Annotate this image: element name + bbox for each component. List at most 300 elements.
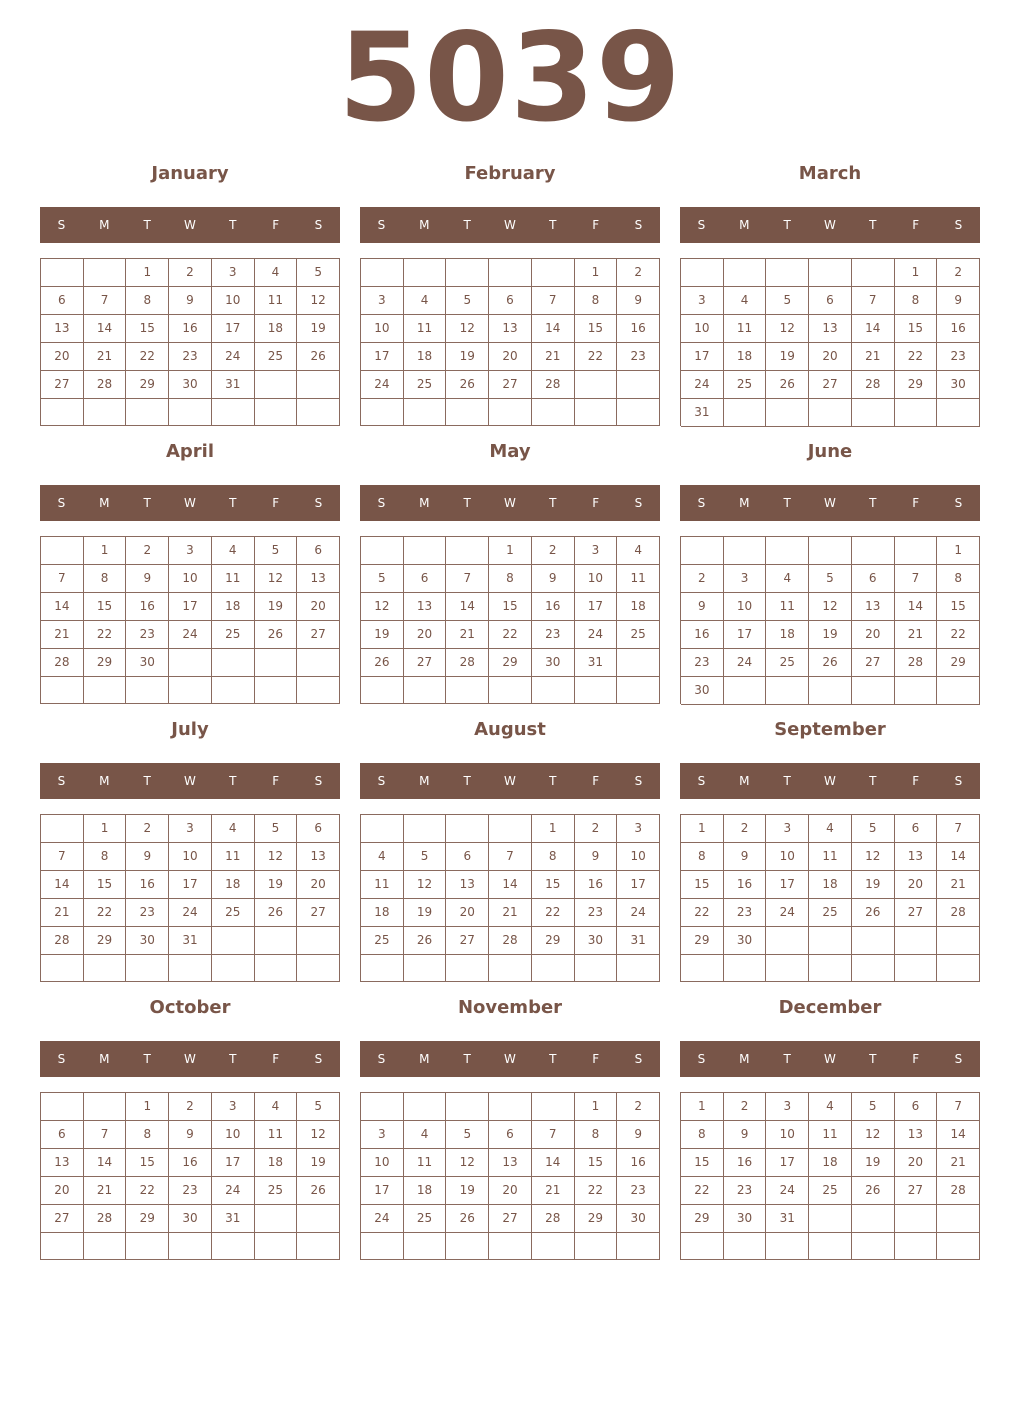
day-cell: 12 xyxy=(361,593,404,621)
day-cell: 1 xyxy=(489,537,532,565)
day-cell: 11 xyxy=(724,315,767,343)
day-cell: 12 xyxy=(404,871,447,899)
empty-day-cell xyxy=(212,649,255,677)
day-cell: 27 xyxy=(895,1177,938,1205)
month-name: January xyxy=(151,163,229,184)
day-cell: 30 xyxy=(126,927,169,955)
empty-day-cell xyxy=(617,677,660,704)
weekday-header-bar xyxy=(40,207,340,243)
empty-day-cell xyxy=(41,677,84,704)
day-cell: 19 xyxy=(255,593,298,621)
day-cell: 29 xyxy=(681,927,724,955)
day-cell: 12 xyxy=(446,315,489,343)
day-cell: 29 xyxy=(532,927,575,955)
day-cell: 12 xyxy=(255,843,298,871)
day-cell: 16 xyxy=(575,871,618,899)
weekday-header: T xyxy=(783,1052,791,1066)
day-cell: 29 xyxy=(84,927,127,955)
day-cell: 8 xyxy=(575,1121,618,1149)
weekday-header: S xyxy=(634,496,643,510)
day-cell: 21 xyxy=(84,1177,127,1205)
empty-day-cell xyxy=(724,537,767,565)
day-cell: 10 xyxy=(766,1121,809,1149)
day-cell: 1 xyxy=(575,259,618,287)
weekday-header: F xyxy=(912,496,920,510)
day-cell: 30 xyxy=(681,677,724,705)
day-cell: 24 xyxy=(724,649,767,677)
day-cell: 5 xyxy=(255,815,298,843)
day-cell: 27 xyxy=(809,371,852,399)
day-cell: 8 xyxy=(126,1121,169,1149)
weekday-header: W xyxy=(504,1052,516,1066)
day-cell: 15 xyxy=(84,871,127,899)
day-cell: 18 xyxy=(404,343,447,371)
weekday-header: W xyxy=(184,218,196,232)
weekday-header: F xyxy=(272,774,280,788)
day-cell: 11 xyxy=(361,871,404,899)
day-cell: 6 xyxy=(41,287,84,315)
empty-day-cell xyxy=(766,259,809,287)
day-cell: 25 xyxy=(766,649,809,677)
empty-day-cell xyxy=(84,1233,127,1260)
day-cell: 27 xyxy=(41,1205,84,1233)
empty-day-cell xyxy=(489,677,532,704)
weekday-header: T xyxy=(143,218,151,232)
weekday-header-bar xyxy=(40,763,340,799)
day-cell: 4 xyxy=(809,1093,852,1121)
empty-day-cell xyxy=(404,259,447,287)
day-cell: 9 xyxy=(724,843,767,871)
weekday-header: S xyxy=(634,1052,643,1066)
day-cell: 3 xyxy=(212,259,255,287)
day-cell: 18 xyxy=(766,621,809,649)
day-grid xyxy=(680,1092,980,1260)
month-name: May xyxy=(489,441,531,462)
day-cell: 30 xyxy=(617,1205,660,1233)
day-cell: 7 xyxy=(84,287,127,315)
day-cell: 4 xyxy=(255,259,298,287)
weekday-header: S xyxy=(377,774,386,788)
empty-day-cell xyxy=(809,677,852,705)
empty-day-cell xyxy=(41,399,84,426)
day-cell: 23 xyxy=(617,343,660,371)
day-cell: 15 xyxy=(681,871,724,899)
weekday-header: T xyxy=(549,218,557,232)
empty-day-cell xyxy=(84,399,127,426)
weekday-header: M xyxy=(739,1052,750,1066)
empty-day-cell xyxy=(489,399,532,426)
day-cell: 11 xyxy=(404,1149,447,1177)
day-cell: 26 xyxy=(446,371,489,399)
empty-day-cell xyxy=(297,371,340,399)
day-cell: 28 xyxy=(937,1177,980,1205)
weekday-header: T xyxy=(869,774,877,788)
day-cell: 25 xyxy=(809,899,852,927)
day-cell: 7 xyxy=(852,287,895,315)
day-cell: 13 xyxy=(297,565,340,593)
month-name: March xyxy=(798,163,862,184)
empty-day-cell xyxy=(404,399,447,426)
day-cell: 22 xyxy=(895,343,938,371)
day-cell: 14 xyxy=(446,593,489,621)
weekday-header: S xyxy=(697,774,706,788)
weekday-header-bar xyxy=(360,1041,660,1077)
day-cell: 28 xyxy=(937,899,980,927)
empty-day-cell xyxy=(297,1233,340,1260)
day-cell: 12 xyxy=(297,1121,340,1149)
weekday-header: M xyxy=(419,1052,430,1066)
weekday-header: T xyxy=(229,774,237,788)
weekday-header: F xyxy=(592,1052,600,1066)
day-cell: 16 xyxy=(532,593,575,621)
empty-day-cell xyxy=(852,1233,895,1260)
day-cell: 2 xyxy=(617,1093,660,1121)
day-cell: 6 xyxy=(809,287,852,315)
day-cell: 3 xyxy=(361,1121,404,1149)
weekday-header: T xyxy=(463,496,471,510)
day-cell: 24 xyxy=(766,1177,809,1205)
empty-day-cell xyxy=(809,399,852,427)
day-cell: 20 xyxy=(895,871,938,899)
empty-day-cell xyxy=(255,1205,298,1233)
day-cell: 31 xyxy=(212,371,255,399)
empty-day-cell xyxy=(724,955,767,982)
empty-day-cell xyxy=(532,677,575,704)
empty-day-cell xyxy=(937,955,980,982)
day-cell: 29 xyxy=(681,1205,724,1233)
day-cell: 30 xyxy=(724,1205,767,1233)
empty-day-cell xyxy=(852,537,895,565)
day-cell: 17 xyxy=(575,593,618,621)
empty-day-cell xyxy=(446,1093,489,1121)
day-cell: 11 xyxy=(404,315,447,343)
day-cell: 13 xyxy=(489,1149,532,1177)
day-cell: 26 xyxy=(852,1177,895,1205)
weekday-header: W xyxy=(504,218,516,232)
day-cell: 11 xyxy=(617,565,660,593)
day-cell: 21 xyxy=(895,621,938,649)
day-cell: 9 xyxy=(126,565,169,593)
empty-day-cell xyxy=(446,955,489,982)
weekday-header: T xyxy=(143,774,151,788)
day-cell: 1 xyxy=(84,815,127,843)
day-cell: 17 xyxy=(617,871,660,899)
empty-day-cell xyxy=(84,955,127,982)
weekday-header: W xyxy=(184,496,196,510)
weekday-header: M xyxy=(739,218,750,232)
day-cell: 9 xyxy=(532,565,575,593)
day-cell: 13 xyxy=(404,593,447,621)
day-cell: 25 xyxy=(361,927,404,955)
day-cell: 8 xyxy=(895,287,938,315)
empty-day-cell xyxy=(724,677,767,705)
weekday-header: W xyxy=(824,774,836,788)
empty-day-cell xyxy=(809,537,852,565)
day-cell: 13 xyxy=(809,315,852,343)
day-cell: 10 xyxy=(724,593,767,621)
day-cell: 8 xyxy=(126,287,169,315)
day-cell: 24 xyxy=(617,899,660,927)
day-cell: 19 xyxy=(852,871,895,899)
day-cell: 3 xyxy=(361,287,404,315)
empty-day-cell xyxy=(404,537,447,565)
day-cell: 26 xyxy=(809,649,852,677)
day-cell: 23 xyxy=(575,899,618,927)
day-cell: 17 xyxy=(681,343,724,371)
weekday-header: S xyxy=(57,774,66,788)
weekday-header: T xyxy=(143,496,151,510)
day-cell: 5 xyxy=(404,843,447,871)
day-cell: 23 xyxy=(169,343,212,371)
day-cell: 14 xyxy=(937,843,980,871)
weekday-header: F xyxy=(912,1052,920,1066)
empty-day-cell xyxy=(724,399,767,427)
day-cell: 17 xyxy=(212,315,255,343)
empty-day-cell xyxy=(575,371,618,399)
day-cell: 3 xyxy=(681,287,724,315)
day-cell: 30 xyxy=(575,927,618,955)
weekday-header: F xyxy=(912,774,920,788)
day-cell: 29 xyxy=(84,649,127,677)
empty-day-cell xyxy=(446,677,489,704)
day-cell: 2 xyxy=(681,565,724,593)
day-cell: 12 xyxy=(809,593,852,621)
day-cell: 9 xyxy=(575,843,618,871)
day-cell: 2 xyxy=(724,815,767,843)
empty-day-cell xyxy=(809,1205,852,1233)
day-cell: 22 xyxy=(681,899,724,927)
empty-day-cell xyxy=(852,259,895,287)
empty-day-cell xyxy=(766,1233,809,1260)
day-cell: 17 xyxy=(169,871,212,899)
weekday-header-bar xyxy=(40,1041,340,1077)
day-cell: 3 xyxy=(766,1093,809,1121)
day-grid xyxy=(680,814,980,982)
day-cell: 4 xyxy=(212,815,255,843)
day-cell: 5 xyxy=(446,287,489,315)
day-cell: 26 xyxy=(766,371,809,399)
day-cell: 3 xyxy=(169,815,212,843)
weekday-header-bar xyxy=(680,485,980,521)
day-cell: 27 xyxy=(489,1205,532,1233)
weekday-header: M xyxy=(419,496,430,510)
day-cell: 5 xyxy=(446,1121,489,1149)
weekday-header: F xyxy=(592,774,600,788)
empty-day-cell xyxy=(404,1233,447,1260)
day-cell: 12 xyxy=(852,1121,895,1149)
day-cell: 14 xyxy=(41,871,84,899)
day-cell: 19 xyxy=(766,343,809,371)
day-cell: 29 xyxy=(126,1205,169,1233)
day-cell: 15 xyxy=(681,1149,724,1177)
empty-day-cell xyxy=(361,537,404,565)
day-cell: 28 xyxy=(532,371,575,399)
day-cell: 26 xyxy=(361,649,404,677)
weekday-header: S xyxy=(377,218,386,232)
empty-day-cell xyxy=(84,677,127,704)
empty-day-cell xyxy=(532,399,575,426)
day-cell: 15 xyxy=(126,1149,169,1177)
day-cell: 15 xyxy=(895,315,938,343)
day-cell: 8 xyxy=(681,1121,724,1149)
day-cell: 10 xyxy=(169,843,212,871)
day-cell: 31 xyxy=(617,927,660,955)
empty-day-cell xyxy=(532,955,575,982)
day-cell: 2 xyxy=(724,1093,767,1121)
empty-day-cell xyxy=(681,259,724,287)
day-cell: 31 xyxy=(169,927,212,955)
day-cell: 19 xyxy=(361,621,404,649)
day-cell: 13 xyxy=(41,315,84,343)
day-cell: 27 xyxy=(41,371,84,399)
empty-day-cell xyxy=(809,927,852,955)
day-cell: 5 xyxy=(361,565,404,593)
empty-day-cell xyxy=(895,677,938,705)
day-cell: 7 xyxy=(41,843,84,871)
day-cell: 25 xyxy=(212,899,255,927)
empty-day-cell xyxy=(41,955,84,982)
empty-day-cell xyxy=(852,677,895,705)
day-cell: 26 xyxy=(404,927,447,955)
empty-day-cell xyxy=(41,259,84,287)
day-cell: 27 xyxy=(404,649,447,677)
empty-day-cell xyxy=(41,1093,84,1121)
empty-day-cell xyxy=(809,955,852,982)
day-grid xyxy=(360,258,660,426)
empty-day-cell xyxy=(724,259,767,287)
weekday-header: S xyxy=(57,1052,66,1066)
day-cell: 15 xyxy=(532,871,575,899)
empty-day-cell xyxy=(255,927,298,955)
day-cell: 2 xyxy=(126,537,169,565)
day-cell: 1 xyxy=(681,1093,724,1121)
weekday-header: W xyxy=(184,1052,196,1066)
empty-day-cell xyxy=(766,927,809,955)
empty-day-cell xyxy=(489,1233,532,1260)
empty-day-cell xyxy=(212,677,255,704)
weekday-header: M xyxy=(739,496,750,510)
day-cell: 21 xyxy=(852,343,895,371)
day-cell: 10 xyxy=(617,843,660,871)
month-name: October xyxy=(149,997,231,1018)
day-cell: 19 xyxy=(297,315,340,343)
weekday-header: S xyxy=(634,774,643,788)
empty-day-cell xyxy=(852,955,895,982)
weekday-header: M xyxy=(99,218,110,232)
day-cell: 2 xyxy=(532,537,575,565)
empty-day-cell xyxy=(84,1093,127,1121)
day-cell: 9 xyxy=(724,1121,767,1149)
day-cell: 28 xyxy=(532,1205,575,1233)
day-cell: 27 xyxy=(852,649,895,677)
day-cell: 1 xyxy=(532,815,575,843)
day-cell: 1 xyxy=(937,537,980,565)
day-cell: 27 xyxy=(297,899,340,927)
day-cell: 14 xyxy=(852,315,895,343)
day-cell: 23 xyxy=(126,621,169,649)
weekday-header: W xyxy=(504,774,516,788)
weekday-header: T xyxy=(869,1052,877,1066)
empty-day-cell xyxy=(937,399,980,427)
day-cell: 16 xyxy=(169,1149,212,1177)
day-cell: 7 xyxy=(489,843,532,871)
day-cell: 4 xyxy=(255,1093,298,1121)
weekday-header: W xyxy=(504,496,516,510)
day-cell: 26 xyxy=(852,899,895,927)
day-cell: 8 xyxy=(681,843,724,871)
day-cell: 8 xyxy=(937,565,980,593)
weekday-header: T xyxy=(229,496,237,510)
day-cell: 11 xyxy=(212,843,255,871)
empty-day-cell xyxy=(297,1205,340,1233)
month-name: November xyxy=(457,997,563,1018)
day-cell: 16 xyxy=(126,871,169,899)
empty-day-cell xyxy=(617,399,660,426)
weekday-header: F xyxy=(592,496,600,510)
empty-day-cell xyxy=(361,1233,404,1260)
day-cell: 1 xyxy=(126,1093,169,1121)
day-cell: 10 xyxy=(766,843,809,871)
day-cell: 30 xyxy=(937,371,980,399)
weekday-header: W xyxy=(824,496,836,510)
day-cell: 1 xyxy=(681,815,724,843)
empty-day-cell xyxy=(809,259,852,287)
day-cell: 7 xyxy=(937,1093,980,1121)
day-cell: 14 xyxy=(895,593,938,621)
day-grid xyxy=(360,536,660,704)
empty-day-cell xyxy=(255,677,298,704)
weekday-header: F xyxy=(272,218,280,232)
empty-day-cell xyxy=(297,927,340,955)
empty-day-cell xyxy=(575,955,618,982)
month-name: July xyxy=(171,719,209,740)
empty-day-cell xyxy=(617,649,660,677)
day-cell: 31 xyxy=(681,399,724,427)
day-cell: 19 xyxy=(255,871,298,899)
day-cell: 15 xyxy=(489,593,532,621)
empty-day-cell xyxy=(84,259,127,287)
weekday-header: S xyxy=(954,496,963,510)
day-cell: 23 xyxy=(126,899,169,927)
weekday-header: M xyxy=(419,774,430,788)
day-cell: 30 xyxy=(169,1205,212,1233)
day-cell: 16 xyxy=(681,621,724,649)
day-cell: 28 xyxy=(852,371,895,399)
day-grid xyxy=(680,258,980,426)
empty-day-cell xyxy=(297,955,340,982)
day-grid xyxy=(680,536,980,704)
empty-day-cell xyxy=(617,955,660,982)
day-cell: 7 xyxy=(41,565,84,593)
day-cell: 28 xyxy=(489,927,532,955)
empty-day-cell xyxy=(404,677,447,704)
day-cell: 2 xyxy=(126,815,169,843)
weekday-header: T xyxy=(229,1052,237,1066)
day-cell: 12 xyxy=(297,287,340,315)
day-cell: 21 xyxy=(41,621,84,649)
day-cell: 20 xyxy=(489,343,532,371)
day-cell: 2 xyxy=(617,259,660,287)
empty-day-cell xyxy=(575,399,618,426)
day-cell: 6 xyxy=(895,815,938,843)
day-cell: 22 xyxy=(126,1177,169,1205)
weekday-header: S xyxy=(314,496,323,510)
day-cell: 9 xyxy=(617,287,660,315)
empty-day-cell xyxy=(446,815,489,843)
empty-day-cell xyxy=(297,677,340,704)
day-cell: 8 xyxy=(532,843,575,871)
weekday-header: S xyxy=(954,774,963,788)
